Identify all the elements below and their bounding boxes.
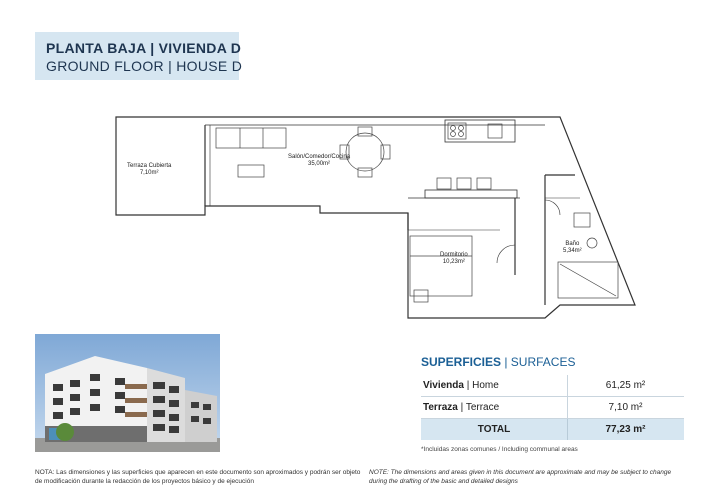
bano-label: Baño 5,34m² [563, 241, 582, 254]
note-spanish: NOTA: Las dimensiones y las superficies que aparecen en este documento son aproximados y podrán ser objeto de modificación durante la redacción de los proyectos básico y de ejecución [35, 469, 361, 485]
salon-label: Salón/Comedor/Cocina 35,00m² [288, 154, 351, 167]
title-spanish: PLANTA BAJA | VIVIENDA D [46, 40, 242, 56]
surfaces-note: *Incluidas zonas comunes / Including communal areas [421, 446, 578, 453]
terraza-label: Terraza Cubierta 7,10m² [127, 163, 172, 176]
note-english: NOTE: The dimensions and areas given in this document are approximate and may be subject to change during the drafting of the basic and detailed designs [369, 469, 672, 485]
dormitorio-label: Dormitorio 10,23m² [440, 252, 468, 265]
surfaces-title: SUPERFICIES | SURFACES [421, 355, 576, 369]
total-row [421, 419, 684, 440]
total-label: TOTAL [477, 424, 511, 435]
total-value: 77,23 m² [567, 419, 683, 440]
surfaces-table [421, 375, 684, 440]
table-row: Vivienda | Home 61,25 m² [421, 375, 684, 397]
table-row: Terraza | Terrace 7,10 m² [421, 397, 684, 419]
surface-value: 7,10 m² [567, 397, 683, 418]
title-english: GROUND FLOOR | HOUSE D [46, 58, 243, 74]
surface-value: 61,25 m² [567, 375, 683, 396]
building-render-image [35, 334, 220, 452]
